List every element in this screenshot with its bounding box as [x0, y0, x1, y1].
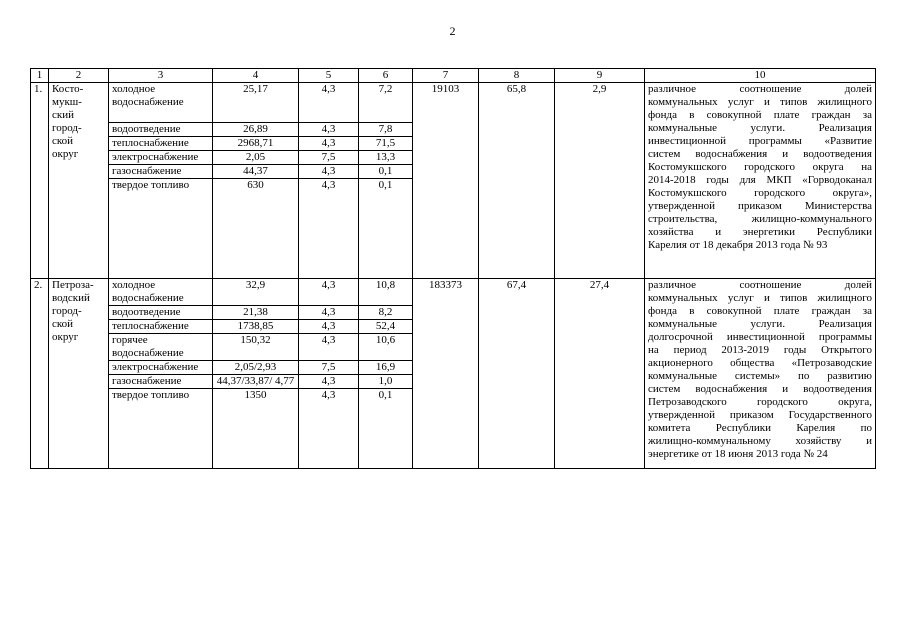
cell-value: 10,8 — [359, 279, 413, 306]
cell-value: 19103 — [413, 83, 479, 279]
header-cell: 2 — [49, 69, 109, 83]
cell-value: 44,37 — [213, 165, 299, 179]
service-name: электроснабжение — [109, 151, 213, 165]
cell-value: 4,3 — [299, 123, 359, 137]
row-number: 2. — [31, 279, 49, 469]
cell-value: 4,3 — [299, 375, 359, 389]
empty-cell — [299, 402, 359, 469]
service-name: теплоснабжение — [109, 320, 213, 334]
header-cell: 3 — [109, 69, 213, 83]
cell-value: 4,3 — [299, 320, 359, 334]
cell-value: 0,1 — [359, 165, 413, 179]
cell-value: 4,3 — [299, 137, 359, 151]
cell-value: 4,3 — [299, 165, 359, 179]
header-cell: 5 — [299, 69, 359, 83]
description: различное соотношение долей коммунальных услуг и типов жилищного фонда в совокупной плате граждан за коммунальные услуги. Реализация инвестиционной программы «Развитие систем водоснабжения и водоотведения Костомукшского городского округа на 2014-2018 годы для МКП «Горводоканал Костомукшского городского округа», утвержденной приказом Министерства строительства, жилищно-коммунального хозяйства и энергетики Республики Карелия от 18 декабря 2013 года № 93 — [645, 83, 876, 279]
service-name: теплоснабжение — [109, 137, 213, 151]
cell-value: 7,5 — [299, 151, 359, 165]
cell-value: 4,3 — [299, 179, 359, 193]
cell-value: 4,3 — [299, 389, 359, 403]
cell-value: 183373 — [413, 279, 479, 469]
cell-value: 2,9 — [555, 83, 645, 279]
cell-value: 44,37/33,87/ 4,77 — [213, 375, 299, 389]
description: различное соотношение долей коммунальных услуг и типов жилищного фонда в совокупной плате граждан за коммунальные услуги. Реализация долгосрочной инвестиционной программы на период 2013-2019 годы Открытого акционерного общества «Петрозаводские коммунальные системы» по развитию систем водоснабжения и водоотведения Петрозаводского городского округа, утвержденной приказом Государственного комитета Республики Карелия по жилищно-коммунальному хозяйству и энергетике от 18 июня 2013 года № 24 — [645, 279, 876, 469]
header-row — [31, 69, 876, 83]
tariff-table — [30, 68, 876, 469]
cell-value: 2968,71 — [213, 137, 299, 151]
cell-value: 52,4 — [359, 320, 413, 334]
cell-value: 2,05/2,93 — [213, 361, 299, 375]
cell-value: 16,9 — [359, 361, 413, 375]
cell-value: 150,32 — [213, 334, 299, 361]
cell-value: 4,3 — [299, 334, 359, 361]
cell-value: 2,05 — [213, 151, 299, 165]
cell-value: 1738,85 — [213, 320, 299, 334]
cell-value: 1350 — [213, 389, 299, 403]
service-name: твердое топливо — [109, 179, 213, 193]
cell-value: 71,5 — [359, 137, 413, 151]
region-name: Петроза- водский город- ской округ — [49, 279, 109, 469]
table-row — [31, 279, 876, 306]
header-cell: 10 — [645, 69, 876, 83]
cell-value: 13,3 — [359, 151, 413, 165]
header-cell: 7 — [413, 69, 479, 83]
cell-value: 10,6 — [359, 334, 413, 361]
service-name: холодное водоснабжение — [109, 279, 213, 306]
cell-value: 27,4 — [555, 279, 645, 469]
header-cell: 9 — [555, 69, 645, 83]
empty-cell — [359, 402, 413, 469]
cell-value: 7,5 — [299, 361, 359, 375]
cell-value: 32,9 — [213, 279, 299, 306]
cell-value: 4,3 — [299, 83, 359, 123]
service-name: горячее водоснабжение — [109, 334, 213, 361]
service-name: электроснабжение — [109, 361, 213, 375]
cell-value: 65,8 — [479, 83, 555, 279]
empty-cell — [359, 192, 413, 279]
empty-cell — [299, 192, 359, 279]
cell-value: 67,4 — [479, 279, 555, 469]
empty-cell — [213, 192, 299, 279]
cell-value: 8,2 — [359, 306, 413, 320]
row-number: 1. — [31, 83, 49, 279]
page-number: 2 — [449, 24, 456, 38]
service-name: водоотведение — [109, 123, 213, 137]
header-cell: 4 — [213, 69, 299, 83]
cell-value: 630 — [213, 179, 299, 193]
header-cell: 1 — [31, 69, 49, 83]
empty-cell — [213, 402, 299, 469]
cell-value: 4,3 — [299, 306, 359, 320]
header-cell: 8 — [479, 69, 555, 83]
cell-value: 1,0 — [359, 375, 413, 389]
cell-value: 25,17 — [213, 83, 299, 123]
service-name: водоотведение — [109, 306, 213, 320]
cell-value: 7,2 — [359, 83, 413, 123]
empty-cell — [109, 192, 213, 279]
cell-value: 7,8 — [359, 123, 413, 137]
cell-value: 21,38 — [213, 306, 299, 320]
service-name: холодное водоснабжение — [109, 83, 213, 123]
cell-value: 4,3 — [299, 279, 359, 306]
table-row — [31, 83, 876, 123]
empty-cell — [109, 402, 213, 469]
cell-value: 26,89 — [213, 123, 299, 137]
cell-value: 0,1 — [359, 389, 413, 403]
service-name: газоснабжение — [109, 165, 213, 179]
service-name: газоснабжение — [109, 375, 213, 389]
cell-value: 0,1 — [359, 179, 413, 193]
header-cell: 6 — [359, 69, 413, 83]
service-name: твердое топливо — [109, 389, 213, 403]
region-name: Косто- мукш- ский город- ской округ — [49, 83, 109, 279]
